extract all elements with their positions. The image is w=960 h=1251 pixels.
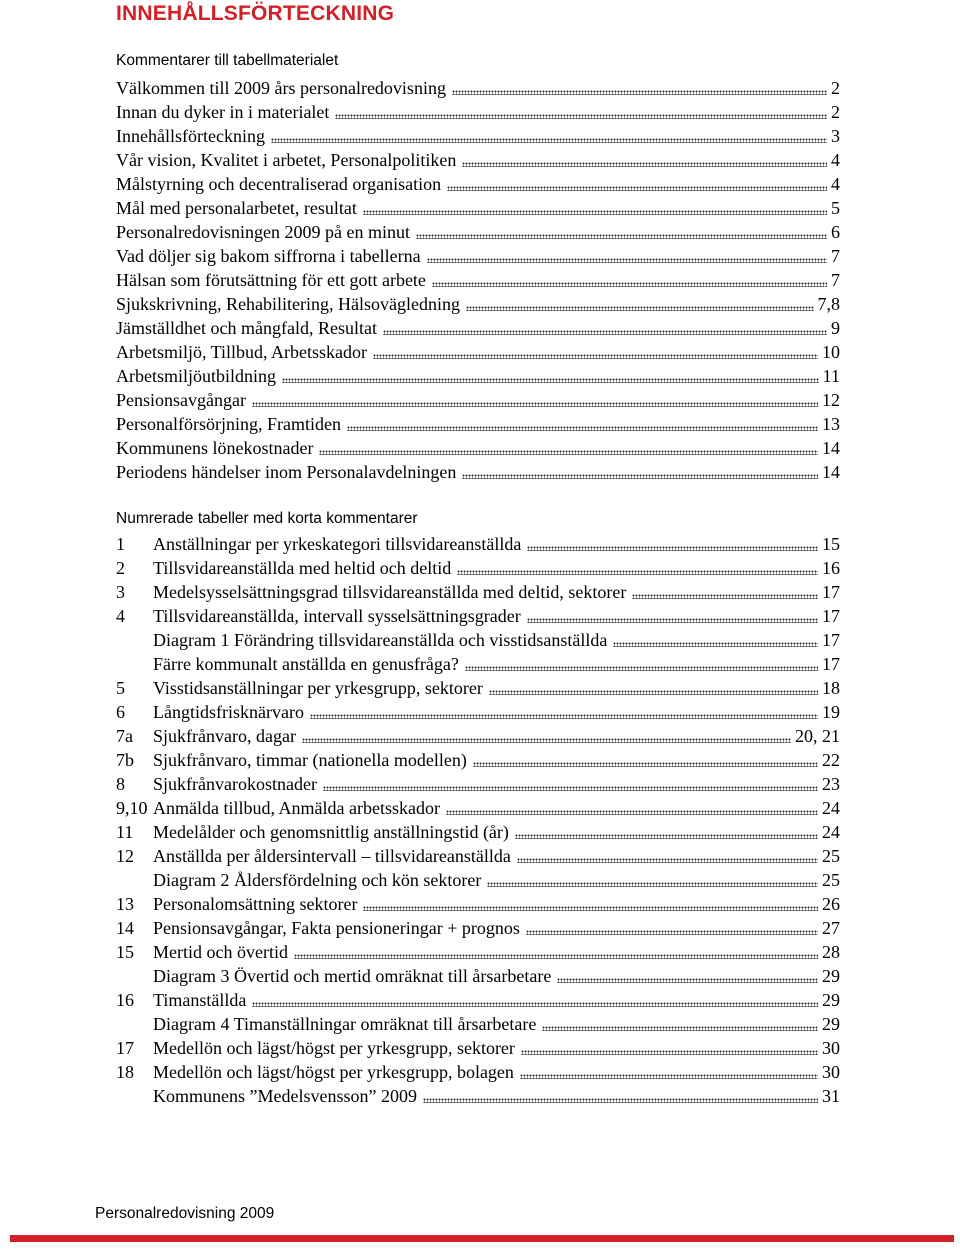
toc-entry-number: 13	[116, 894, 134, 914]
toc-entry-page: 4	[831, 174, 840, 194]
toc-entry[interactable]	[116, 340, 840, 364]
toc-entry[interactable]	[116, 916, 840, 940]
toc-entry-title: Pensionsavgångar	[116, 390, 246, 410]
toc-entry-number: 7a	[116, 726, 133, 746]
toc-entry-title: Anställningar per yrkeskategori tillsvidareanställda	[153, 534, 522, 554]
toc-entry-page: 15	[822, 534, 840, 554]
toc-entry[interactable]	[116, 1012, 840, 1036]
toc-entry-number: 16	[116, 990, 134, 1010]
toc-entry-page: 2	[831, 78, 840, 98]
toc-entry[interactable]	[116, 100, 840, 124]
toc-entry-page: 14	[822, 462, 840, 482]
toc-entry-title: Välkommen till 2009 års personalredovisning	[116, 78, 446, 98]
toc-entry[interactable]	[116, 700, 840, 724]
toc-entry[interactable]	[116, 676, 840, 700]
toc-entry[interactable]	[116, 124, 840, 148]
dot-leader	[487, 882, 818, 887]
toc-entry[interactable]	[116, 196, 840, 220]
toc-entry-page: 30	[822, 1038, 840, 1058]
toc-entry[interactable]	[116, 364, 840, 388]
dot-leader	[557, 978, 818, 983]
toc-entry-page: 13	[822, 414, 840, 434]
toc-entry[interactable]	[116, 292, 840, 316]
toc-entry-title: Sjukfrånvaro, dagar	[153, 726, 296, 746]
dot-leader	[416, 234, 827, 239]
toc-entry-title: Vår vision, Kvalitet i arbetet, Personalpolitiken	[116, 150, 457, 170]
toc-entry[interactable]	[116, 316, 840, 340]
toc-entry-page: 20, 21	[795, 726, 840, 746]
toc-entry-title: Anställda per åldersintervall – tillsvidareanställda	[153, 846, 511, 866]
dot-leader	[383, 330, 827, 335]
dot-leader	[432, 282, 827, 287]
toc-entry[interactable]	[116, 76, 840, 100]
toc-entry-title: Tillsvidareanställda med heltid och deltid	[153, 558, 452, 578]
dot-leader	[363, 906, 818, 911]
toc-entry-title: Mål med personalarbetet, resultat	[116, 198, 357, 218]
toc-entry[interactable]	[116, 388, 840, 412]
toc-entry-title: Medellön och lägst/högst per yrkesgrupp, sektorer	[153, 1038, 515, 1058]
dot-leader	[515, 834, 818, 839]
toc-entry-page: 7	[831, 246, 840, 266]
toc-entry-number: 15	[116, 942, 134, 962]
toc-entry-title: Vad döljer sig bakom siffrorna i tabellerna	[116, 246, 421, 266]
toc-entry-page: 22	[822, 750, 840, 770]
page-title: INNEHÅLLSFÖRTECKNING	[116, 2, 395, 25]
toc-entry-page: 23	[822, 774, 840, 794]
dot-leader	[302, 738, 791, 743]
dot-leader	[423, 1098, 818, 1103]
dot-leader	[613, 642, 818, 647]
toc-entry-page: 18	[822, 678, 840, 698]
toc-entry-page: 12	[822, 390, 840, 410]
dot-leader	[271, 138, 827, 143]
dot-leader	[473, 762, 818, 767]
toc-entry[interactable]	[116, 628, 840, 652]
toc-entry-page: 7	[831, 270, 840, 290]
dot-leader	[282, 378, 819, 383]
toc-entry[interactable]	[116, 220, 840, 244]
dot-leader	[489, 690, 818, 695]
section-heading-comments: Kommentarer till tabellmaterialet	[116, 52, 339, 69]
dot-leader	[632, 594, 818, 599]
toc-entry-title: Anmälda tillbud, Anmälda arbetsskador	[153, 798, 440, 818]
toc-entry[interactable]	[116, 1060, 840, 1084]
toc-entry-title: Personalförsörjning, Framtiden	[116, 414, 341, 434]
toc-entry[interactable]	[116, 268, 840, 292]
toc-entry[interactable]	[116, 796, 840, 820]
toc-entry-page: 9	[831, 318, 840, 338]
toc-entry[interactable]	[116, 844, 840, 868]
toc-entry[interactable]	[116, 412, 840, 436]
toc-entry-title: Medelsysselsättningsgrad tillsvidareanställda med deltid, sektorer	[153, 582, 627, 602]
toc-entry-page: 25	[822, 846, 840, 866]
toc-entry-title: Diagram 2 Åldersfördelning och kön sektorer	[153, 870, 482, 890]
toc-entry-title: Visstidsanställningar per yrkesgrupp, sektorer	[153, 678, 483, 698]
toc-list-tables	[116, 532, 840, 1108]
toc-entry-title: Innan du dyker in i materialet	[116, 102, 330, 122]
toc-entry-number: 9,10	[116, 798, 148, 818]
toc-entry-number: 17	[116, 1038, 134, 1058]
toc-entry-page: 27	[822, 918, 840, 938]
toc-entry[interactable]	[116, 436, 840, 460]
toc-entry[interactable]	[116, 868, 840, 892]
toc-entry-number: 14	[116, 918, 134, 938]
toc-entry-number: 8	[116, 774, 125, 794]
toc-entry-title: Hälsan som förutsättning för ett gott arbete	[116, 270, 426, 290]
dot-leader	[427, 258, 827, 263]
toc-entry-number: 3	[116, 582, 125, 602]
toc-entry-title: Diagram 1 Förändring tillsvidareanställda och visstidsanställda	[153, 630, 608, 650]
toc-list-comments	[116, 76, 840, 484]
toc-entry-title: Sjukskrivning, Rehabilitering, Hälsovägledning	[116, 294, 460, 314]
dot-leader	[335, 114, 827, 119]
dot-leader	[323, 786, 818, 791]
toc-entry[interactable]	[116, 772, 840, 796]
toc-entry[interactable]	[116, 460, 840, 484]
dot-leader	[363, 210, 827, 215]
toc-entry-number: 12	[116, 846, 134, 866]
toc-entry-title: Medellön och lägst/högst per yrkesgrupp, bolagen	[153, 1062, 514, 1082]
dot-leader	[347, 426, 818, 431]
toc-entry[interactable]	[116, 1036, 840, 1060]
toc-entry-title: Personalredovisningen 2009 på en minut	[116, 222, 410, 242]
toc-entry[interactable]	[116, 748, 840, 772]
toc-entry[interactable]	[116, 556, 840, 580]
toc-entry-page: 29	[822, 966, 840, 986]
toc-entry-page: 2	[831, 102, 840, 122]
toc-entry-page: 17	[822, 582, 840, 602]
toc-entry[interactable]	[116, 892, 840, 916]
toc-entry-title: Kommunens ”Medelsvensson” 2009	[153, 1086, 417, 1106]
dot-leader	[252, 1002, 818, 1007]
footer-bar	[10, 1235, 954, 1242]
toc-entry[interactable]	[116, 604, 840, 628]
toc-entry-page: 11	[822, 366, 840, 386]
toc-entry-number: 4	[116, 606, 125, 626]
toc-entry[interactable]	[116, 1084, 840, 1108]
toc-entry-page: 30	[822, 1062, 840, 1082]
toc-entry-title: Medelålder och genomsnittlig anställningstid (år)	[153, 822, 509, 842]
toc-entry[interactable]	[116, 532, 840, 556]
toc-entry-page: 28	[822, 942, 840, 962]
toc-entry-title: Diagram 4 Timanställningar omräknat till årsarbetare	[153, 1014, 537, 1034]
toc-entry-title: Periodens händelser inom Personalavdelningen	[116, 462, 457, 482]
toc-entry-page: 17	[822, 654, 840, 674]
dot-leader	[465, 666, 818, 671]
dot-leader	[310, 714, 818, 719]
toc-entry[interactable]	[116, 244, 840, 268]
section-heading-tables: Numrerade tabeller med korta kommentarer	[116, 510, 418, 527]
toc-entry-title: Pensionsavgångar, Fakta pensioneringar + prognos	[153, 918, 520, 938]
toc-entry[interactable]	[116, 988, 840, 1012]
toc-entry-page: 26	[822, 894, 840, 914]
toc-entry-title: Timanställda	[153, 990, 247, 1010]
footer-text: Personalredovisning 2009	[95, 1205, 275, 1222]
dot-leader	[447, 186, 827, 191]
toc-entry-number: 11	[116, 822, 134, 842]
toc-entry[interactable]	[116, 964, 840, 988]
dot-leader	[527, 546, 818, 551]
toc-entry-title: Långtidsfrisknärvaro	[153, 702, 304, 722]
dot-leader	[542, 1026, 818, 1031]
toc-entry-title: Sjukfrånvarokostnader	[153, 774, 317, 794]
toc-entry[interactable]	[116, 172, 840, 196]
toc-entry-title: Kommunens lönekostnader	[116, 438, 314, 458]
toc-entry-page: 3	[831, 126, 840, 146]
toc-entry-title: Tillsvidareanställda, intervall sysselsättningsgrader	[153, 606, 521, 626]
dot-leader	[527, 618, 818, 623]
toc-entry[interactable]	[116, 580, 840, 604]
dot-leader	[526, 930, 818, 935]
toc-entry-page: 25	[822, 870, 840, 890]
toc-entry-title: Diagram 3 Övertid och mertid omräknat till årsarbetare	[153, 966, 552, 986]
toc-entry-title: Innehållsförteckning	[116, 126, 265, 146]
toc-entry-page: 7,8	[817, 294, 840, 314]
dot-leader	[521, 1050, 818, 1055]
dot-leader	[462, 162, 827, 167]
dot-leader	[319, 450, 818, 455]
toc-entry[interactable]	[116, 652, 840, 676]
toc-entry-page: 31	[822, 1086, 840, 1106]
toc-entry-title: Mertid och övertid	[153, 942, 288, 962]
toc-entry-page: 4	[831, 150, 840, 170]
toc-entry-title: Jämställdhet och mångfald, Resultat	[116, 318, 377, 338]
toc-entry-page: 17	[822, 606, 840, 626]
toc-entry-number: 1	[116, 534, 125, 554]
dot-leader	[452, 90, 827, 95]
toc-entry-title: Färre kommunalt anställda en genusfråga?	[153, 654, 459, 674]
toc-entry-number: 6	[116, 702, 125, 722]
dot-leader	[462, 474, 818, 479]
toc-entry-page: 16	[822, 558, 840, 578]
toc-entry-page: 29	[822, 1014, 840, 1034]
dot-leader	[294, 954, 818, 959]
dot-leader	[252, 402, 818, 407]
toc-entry-title: Personalomsättning sektorer	[153, 894, 358, 914]
dot-leader	[446, 810, 818, 815]
toc-entry-page: 29	[822, 990, 840, 1010]
toc-entry-title: Arbetsmiljö, Tillbud, Arbetsskador	[116, 342, 368, 362]
toc-entry-page: 17	[822, 630, 840, 650]
toc-entry-number: 18	[116, 1062, 134, 1082]
toc-entry-page: 6	[831, 222, 840, 242]
toc-entry-number: 2	[116, 558, 125, 578]
toc-entry-page: 14	[822, 438, 840, 458]
toc-entry-page: 24	[822, 798, 840, 818]
dot-leader	[466, 306, 814, 311]
dot-leader	[517, 858, 818, 863]
toc-entry-page: 19	[822, 702, 840, 722]
toc-entry-number: 7b	[116, 750, 134, 770]
dot-leader	[520, 1074, 818, 1079]
toc-entry[interactable]	[116, 724, 840, 748]
toc-entry-title: Arbetsmiljöutbildning	[116, 366, 276, 386]
toc-entry-title: Sjukfrånvaro, timmar (nationella modellen)	[153, 750, 467, 770]
toc-entry-page: 10	[822, 342, 840, 362]
dot-leader	[457, 570, 818, 575]
toc-entry-page: 24	[822, 822, 840, 842]
toc-entry[interactable]	[116, 940, 840, 964]
toc-entry-page: 5	[831, 198, 840, 218]
toc-entry-title: Målstyrning och decentraliserad organisation	[116, 174, 442, 194]
dot-leader	[373, 354, 818, 359]
toc-entry-number: 5	[116, 678, 125, 698]
toc-entry[interactable]	[116, 820, 840, 844]
toc-entry[interactable]	[116, 148, 840, 172]
